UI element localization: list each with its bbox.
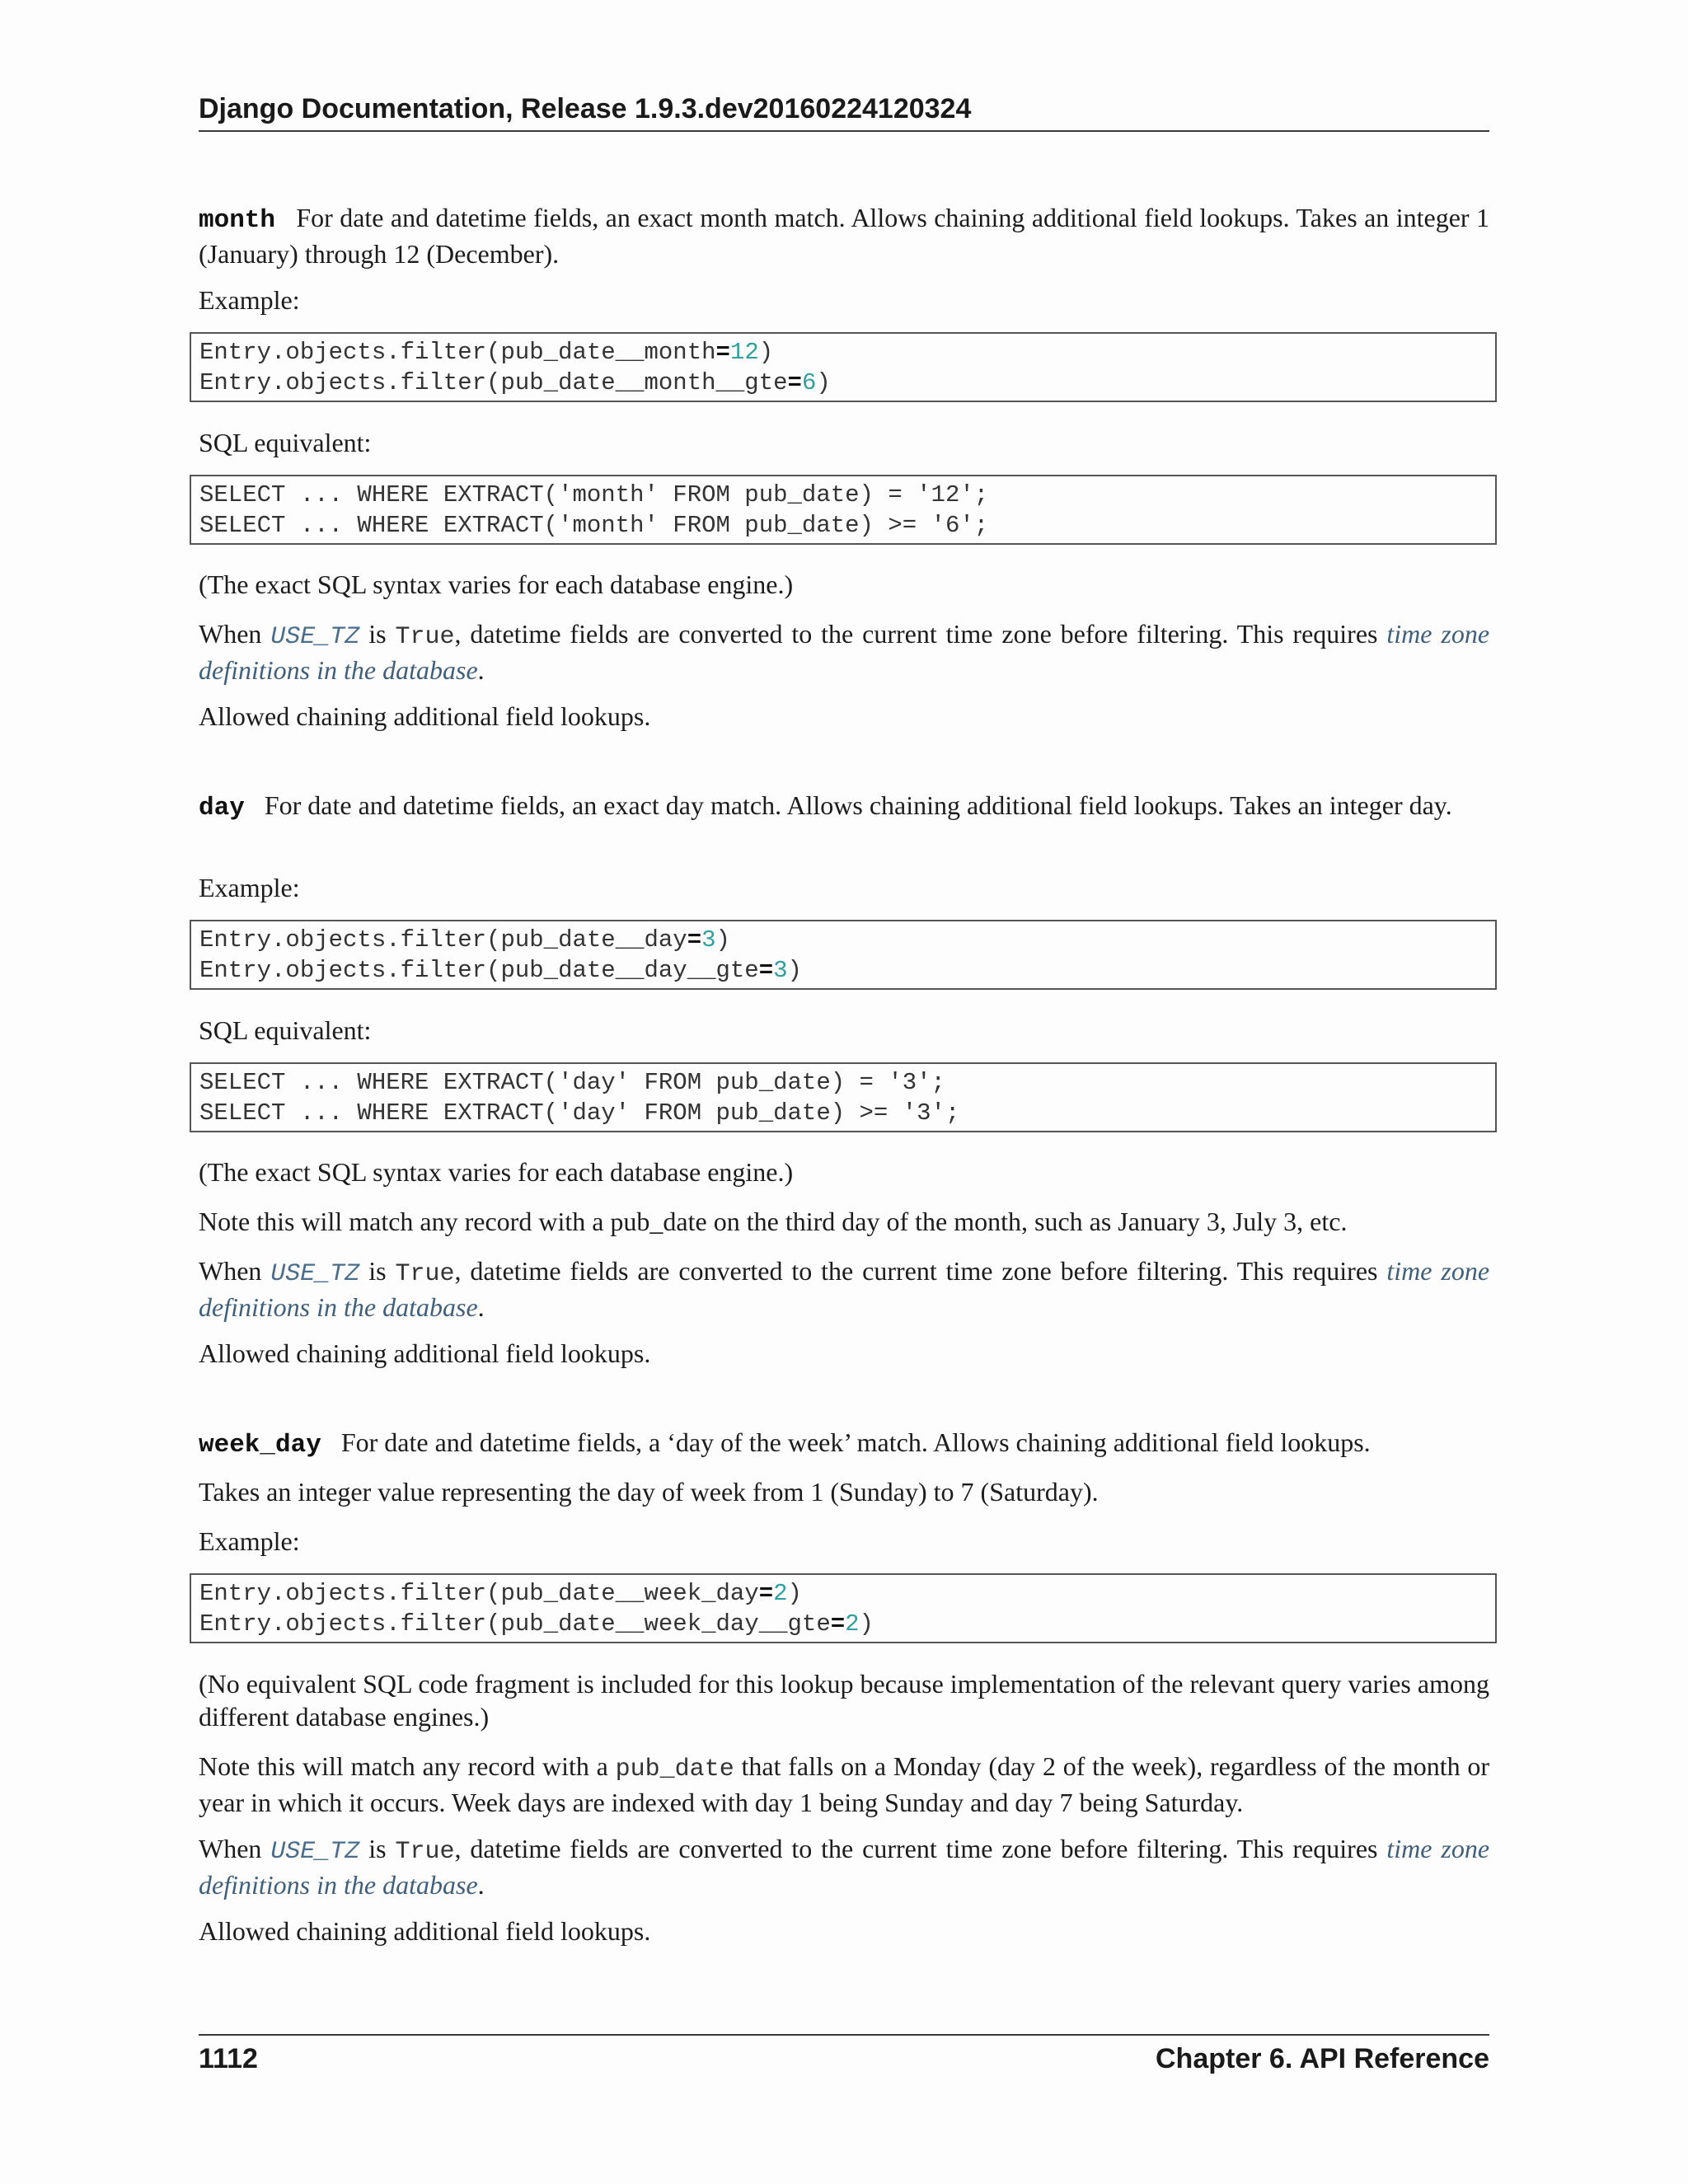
inline-code: pub_date [615,1755,734,1783]
sql-equivalent-label: SQL equivalent: [199,428,372,457]
sql-line: SELECT ... WHERE EXTRACT('month' FROM pub_date) = '12'; [199,481,989,509]
sql-note: (The exact SQL syntax varies for each database engine.) [199,1157,794,1187]
chapter-title: Chapter 6. API Reference [1156,2043,1489,2074]
document-page [199,0,1489,2184]
timezone-note: When USE_TZ is True, datetime fields are converted to the current time zone before filtering. This requires time zone definitions in the database. [199,1256,1490,1322]
code-line: Entry.objects.filter(pub_date__month__gte=6) [199,369,831,396]
time-zone-definitions-link[interactable]: time zone definitions in the database [199,619,1490,685]
code-line: Entry.objects.filter(pub_date__month=12) [199,339,774,366]
example-label: Example: [199,1526,300,1556]
chaining-note: Allowed chaining additional field lookups. [199,1338,651,1368]
example-label: Example: [199,285,300,315]
sql-line: SELECT ... WHERE EXTRACT('day' FROM pub_date) >= '3'; [199,1099,960,1127]
week-day-description: week_day For date and datetime fields, a ‘day of the week’ match. Allows chaining additional field lookups. [199,1427,1371,1460]
use-tz-link[interactable]: USE_TZ [270,623,360,651]
timezone-note: When USE_TZ is True, datetime fields are converted to the current time zone before filtering. This requires time zone definitions in the database. [199,619,1490,685]
code-line: Entry.objects.filter(pub_date__day=3) [199,926,730,954]
code-block [190,332,1497,402]
chaining-note: Allowed chaining additional field lookups. [199,701,651,731]
chaining-note: Allowed chaining additional field lookups. [199,1916,651,1946]
sql-block [190,1062,1497,1132]
lookup-term-week-day: week_day [199,1431,321,1460]
sql-line: SELECT ... WHERE EXTRACT('month' FROM pub_date) >= '6'; [199,512,989,539]
sql-line: SELECT ... WHERE EXTRACT('day' FROM pub_date) = '3'; [199,1069,945,1096]
footer-rule [199,2034,1489,2036]
time-zone-definitions-link[interactable]: time zone definitions in the database [199,1834,1490,1900]
week-day-match-note: Note this will match any record with a pub_date that falls on a Monday (day 2 of the week), regardless of the month or year in which it occurs. Week days are indexed with day 1 being Sunday and day 7 being Saturday. [199,1751,1490,1817]
sql-note: (The exact SQL syntax varies for each database engine.) [199,569,794,599]
time-zone-definitions-link[interactable]: time zone definitions in the database [199,1256,1490,1322]
use-tz-link[interactable]: USE_TZ [270,1260,360,1288]
code-line: Entry.objects.filter(pub_date__day__gte=3) [199,957,802,984]
day-description: day For date and datetime fields, an exact day match. Allows chaining additional field lookups. Takes an integer day. [199,790,1452,823]
week-day-range-note: Takes an integer value representing the day of week from 1 (Sunday) to 7 (Saturday). [199,1477,1099,1507]
code-block [190,920,1497,990]
example-label: Example: [199,873,300,902]
sql-block [190,475,1497,545]
lookup-term-day: day [199,794,245,823]
code-line: Entry.objects.filter(pub_date__week_day__gte=2) [199,1610,874,1638]
day-match-note: Note this will match any record with a pub_date on the third day of the month, such as January 3, July 3, etc. [199,1207,1348,1236]
month-description: month For date and datetime fields, an exact month match. Allows chaining additional field lookups. Takes an integer 1 (January) through 12 (December). [199,203,1490,269]
running-header: Django Documentation, Release 1.9.3.dev20160224120324 [199,93,972,124]
lookup-term-month: month [199,206,276,235]
use-tz-link[interactable]: USE_TZ [270,1838,360,1866]
code-line: Entry.objects.filter(pub_date__week_day=2) [199,1580,802,1607]
sql-equivalent-label: SQL equivalent: [199,1015,372,1045]
page-number: 1112 [199,2043,258,2074]
header-rule [199,130,1489,132]
no-sql-note: (No equivalent SQL code fragment is included for this lookup because implementation of the relevant query varies among different database engines.) [199,1669,1489,1732]
code-block [190,1573,1497,1643]
timezone-note: When USE_TZ is True, datetime fields are converted to the current time zone before filtering. This requires time zone definitions in the database. [199,1834,1490,1900]
